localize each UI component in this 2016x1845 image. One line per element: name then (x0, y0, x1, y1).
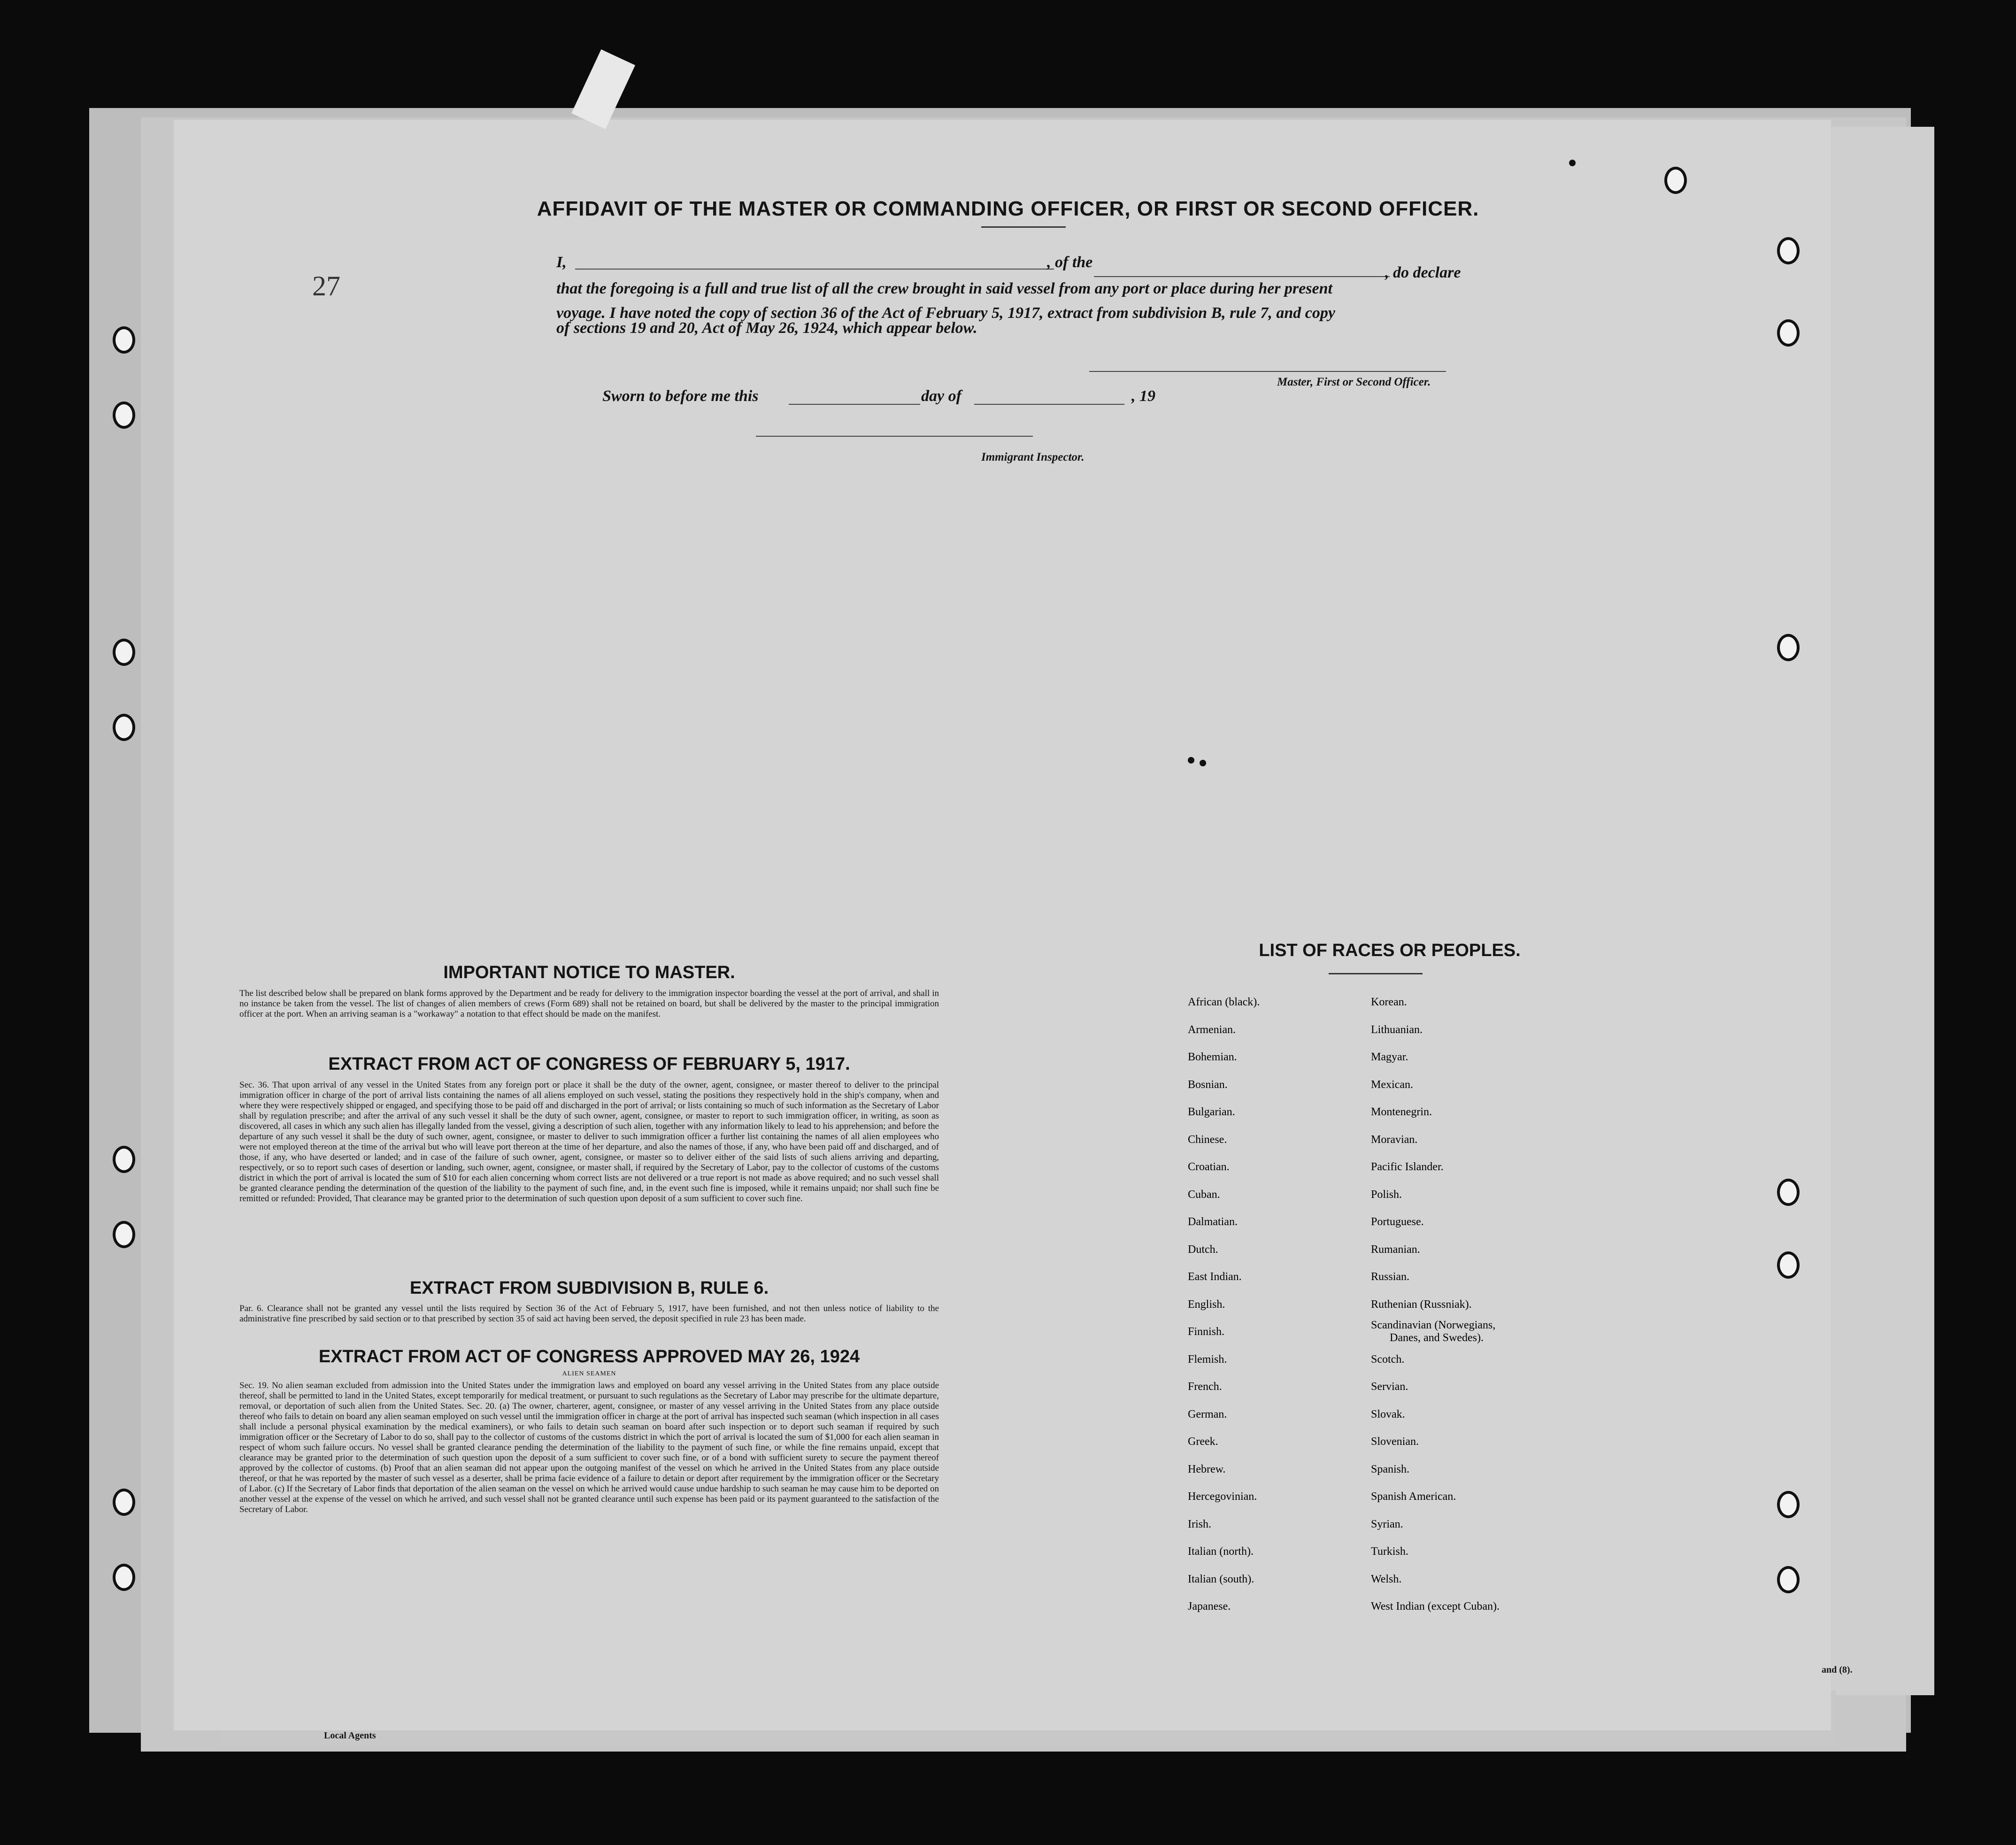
punch-hole (113, 1564, 135, 1591)
races-title-rule (1329, 973, 1423, 974)
race-item: Portuguese. (1371, 1216, 1424, 1228)
master-label: Master, First or Second Officer. (1277, 376, 1431, 388)
race-item: Russian. (1371, 1271, 1410, 1283)
punch-hole (1777, 634, 1800, 661)
race-item: Spanish. (1371, 1463, 1410, 1475)
punch-hole (1777, 1179, 1800, 1206)
punch-hole (1777, 1251, 1800, 1279)
affidavit-body-line1: that the foregoing is a full and true list of all the crew brought in said vessel from any port or place during her present (556, 280, 1332, 297)
race-item: Irish. (1188, 1518, 1211, 1530)
race-item: Italian (north). (1188, 1545, 1254, 1558)
extract-1924-text: Sec. 19. No alien seaman excluded from admission into the United States under the immigration laws and employed on board any vessel arriving in the United States from any place outside thereof, shall be permitted to land in the United States, except temporarily for medical treatment, or pursuant to such regulations as the Secretary of Labor may prescribe for the ultimate departure, removal, or deportation of such alien from the United States. Sec. 20. (a) The owner, charterer, agent, consignee, or master of any vessel arriving in the United States from any place outside thereof who fails to detain on board any alien seaman employed on such vessel until the immigration officer in charge at the port of arrival has inspected such seaman (which inspection in all cases shall include a personal physical examination by the medical examiners), or who fails to detain such seaman on board after such inspection or to deport such seaman if required by such immigration officer or the Secretary of Labor to do so, shall pay to the collector of customs of the customs district in which the port of arrival is located the sum of $1,000 for each alien seaman in respect of whom such failure occurs. No vessel shall be granted clearance pending the determination of the liability to the payment of such fine, or while the fine remains unpaid, except that clearance may be granted prior to the determination of such question upon the deposit of a sum sufficient to cover such fine, or of a bond with sufficient surety to secure the payment thereof approved by the collector of customs. (b) Proof that an alien seaman did not appear upon the outgoing manifest of the vessel on which he arrived in the United States from any place outside thereof, or that he was reported by the master of such vessel as a deserter, shall be prima facie evidence of a failure to detain or deport after requirement by the immigration officer or the Secretary of Labor. (c) If the Secretary of Labor finds that deportation of the alien seaman on the vessel on which he arrived would cause undue hardship to such seaman he may cause him to be deported on another vessel at the expense of the vessel on which he arrived, and such vessel shall not be granted clearance until such expense has been paid or its payment guaranteed to the satisfaction of the Secretary of Labor. (239, 1381, 939, 1514)
race-item: Japanese. (1188, 1600, 1231, 1613)
ink-mark (1200, 760, 1206, 766)
ink-mark (1188, 757, 1194, 764)
affidavit-i-label: I, (556, 254, 567, 271)
race-item: Cuban. (1188, 1188, 1220, 1201)
race-item: Flemish. (1188, 1353, 1227, 1366)
punch-hole (113, 639, 135, 666)
races-right-column (1371, 988, 1500, 1621)
extract-1924-title: EXTRACT FROM ACT OF CONGRESS APPROVED MAY 26, 1924 (318, 1347, 860, 1366)
race-item: Slovak. (1371, 1408, 1405, 1420)
race-item: Finnish. (1188, 1326, 1225, 1338)
race-item: Syrian. (1371, 1518, 1403, 1530)
race-item: Bosnian. (1188, 1078, 1228, 1091)
affidavit-title: AFFIDAVIT OF THE MASTER OR COMMANDING OFFICER, OR FIRST OR SECOND OFFICER. (537, 197, 1479, 220)
affidavit-body-line3: of sections 19 and 20, Act of May 26, 1924, which appear below. (556, 319, 977, 337)
ink-mark (1569, 160, 1576, 166)
title-rule (981, 226, 1066, 228)
race-item-continuation: Danes, and Swedes). (1390, 1332, 1484, 1344)
race-item: African (black). (1188, 996, 1260, 1008)
notice-title: IMPORTANT NOTICE TO MASTER. (443, 963, 735, 982)
race-item: Dutch. (1188, 1243, 1218, 1256)
race-item: Korean. (1371, 996, 1407, 1008)
day-of-label: day of (921, 387, 962, 405)
race-item: Dalmatian. (1188, 1216, 1238, 1228)
affidavit-do-declare: , do declare (1385, 264, 1461, 281)
and-8-label: and (8). (1822, 1665, 1853, 1675)
punch-hole (1777, 1566, 1800, 1593)
vessel-line (1094, 276, 1390, 277)
race-item: Hebrew. (1188, 1463, 1226, 1475)
inspector-signature-line (756, 436, 1033, 437)
race-item: Scotch. (1371, 1353, 1405, 1366)
race-item: West Indian (except Cuban). (1371, 1600, 1500, 1613)
margin-number: 27 (312, 270, 340, 301)
sworn-month-line (974, 404, 1124, 405)
inspector-label: Immigrant Inspector. (981, 451, 1085, 463)
races-title: LIST OF RACES OR PEOPLES. (1259, 941, 1521, 960)
local-agents-label: Local Agents (324, 1730, 376, 1741)
race-item: Greek. (1188, 1436, 1218, 1448)
sworn-label: Sworn to before me this (602, 387, 759, 405)
punch-hole (113, 1146, 135, 1173)
race-item: Chinese. (1188, 1133, 1227, 1146)
race-item: Scandinavian (Norwegians, (1371, 1319, 1496, 1331)
race-item: French. (1188, 1381, 1222, 1393)
punch-hole (1664, 167, 1687, 194)
punch-hole (113, 1489, 135, 1516)
punch-hole (113, 326, 135, 354)
race-item: Magyar. (1371, 1051, 1408, 1063)
race-item: Slovenian. (1371, 1436, 1419, 1448)
race-item: Spanish American. (1371, 1490, 1456, 1503)
race-item: Mexican. (1371, 1078, 1413, 1091)
race-item: Bohemian. (1188, 1051, 1237, 1063)
race-item: Servian. (1371, 1381, 1408, 1393)
rule6-text: Par. 6. Clearance shall not be granted any vessel until the lists required by Section 36 of the Act of February 5, 1917, have been furnished, and not then unless notice of liability to the administrative fine prescribed by said section or to that prescribed by section 35 of said act having been served, the deposit specified in rule 23 has been made. (239, 1304, 939, 1324)
race-item: Welsh. (1371, 1573, 1402, 1585)
race-item: Lithuanian. (1371, 1023, 1423, 1036)
race-item: Polish. (1371, 1188, 1402, 1201)
race-item: Hercegovinian. (1188, 1490, 1257, 1503)
extract-1924-subtitle: ALIEN SEAMEN (562, 1370, 616, 1377)
punch-hole (113, 401, 135, 429)
race-item: Rumanian. (1371, 1243, 1420, 1256)
race-item: Pacific Islander. (1371, 1161, 1444, 1173)
punch-hole (113, 714, 135, 741)
affidavit-body-line2: voyage. I have noted the copy of section 36 of the Act of February 5, 1917, extract from subdivision B, rule 7, and copy (556, 304, 1335, 322)
race-item: Armenian. (1188, 1023, 1236, 1036)
races-left-column (1188, 988, 1260, 1621)
master-signature-line (1089, 371, 1446, 372)
punch-hole (1777, 237, 1800, 264)
sworn-day-line (789, 404, 920, 405)
extract-1917-title: EXTRACT FROM ACT OF CONGRESS OF FEBRUARY 5, 1917. (328, 1054, 850, 1074)
punch-hole (1777, 1491, 1800, 1518)
race-item: Turkish. (1371, 1545, 1408, 1558)
extract-1917-text: Sec. 36. That upon arrival of any vessel in the United States from any foreign port or place it shall be the duty of the owner, agent, consignee, or master thereof to deliver to the principal immigration officer in charge of the port of arrival lists containing the names of all aliens employed on such vessel, stating the positions they respectively hold in the ship's company, when and where they were respectively shipped or engaged, and specifying those to be paid off and discharged in the port of arrival; or lists containing so much of such information as the Secretary of Labor shall by regulation prescribe; and after the arrival of any such vessel it shall be the duty of such owner, agent, consignee, or master to report to such immigration officer, in writing, as soon as discovered, all cases in which any such alien has illegally landed from the vessel, giving a description of such alien, together with any information likely to lead to his apprehension; and before the departure of any such vessel it shall be the duty of such owner, agent, consignee, or master to deliver to such immigration officer a further list containing the names of all alien employees who were not employed thereon at the time of the arrival but who will leave port thereon at the time of her departure, and also the names of those, if any, who have been paid off and discharged, and of those, if any, who have deserted or landed; and in case of the failure of such owner, agent, consignee, or master so to deliver either of the said lists of such aliens arriving and departing, respectively, or so to report such cases of desertion or landing, such owner, agent, consignee, or master shall, if required by the Secretary of Labor, pay to the collector of customs of the customs district in which the port of arrival is located the sum of $10 for each alien concerning whom correct lists are not delivered or a true report is not made as above required; and no such vessel shall be granted clearance pending the determination of the question of the liability to the payment of such fine, and, in the event such fine is imposed, while it remains unpaid; nor shall such fine be remitted or refunded: Provided, That clearance may be granted prior to the determination of such question upon deposit of a sum sufficient to cover such fine. (239, 1080, 939, 1204)
race-item: Italian (south). (1188, 1573, 1254, 1585)
notice-text: The list described below shall be prepared on blank forms approved by the Department and be ready for delivery to the immigration inspector boarding the vessel at the port of arrival, and shall in no instance be taken from the vessel. The list of changes of alien members of crews (Form 689) shall not be retained on board, but shall be delivered by the master to the principal immigration officer at the port. When an arriving seaman is a "workaway" a notation to that effect should be made on the manifest. (239, 988, 939, 1019)
name-line (575, 269, 1054, 270)
year-label: , 19 (1131, 387, 1155, 405)
race-item: Moravian. (1371, 1133, 1418, 1146)
race-item: German. (1188, 1408, 1227, 1420)
race-item: Bulgarian. (1188, 1106, 1235, 1118)
race-item: Montenegrin. (1371, 1106, 1432, 1118)
race-item: East Indian. (1188, 1271, 1242, 1283)
punch-hole (113, 1221, 135, 1248)
punch-hole (1777, 319, 1800, 347)
affidavit-of-the: , of the (1047, 254, 1093, 271)
race-item: English. (1188, 1298, 1225, 1311)
rule6-title: EXTRACT FROM SUBDIVISION B, RULE 6. (409, 1278, 769, 1298)
race-item: Ruthenian (Russniak). (1371, 1298, 1472, 1311)
race-item: Croatian. (1188, 1161, 1230, 1173)
